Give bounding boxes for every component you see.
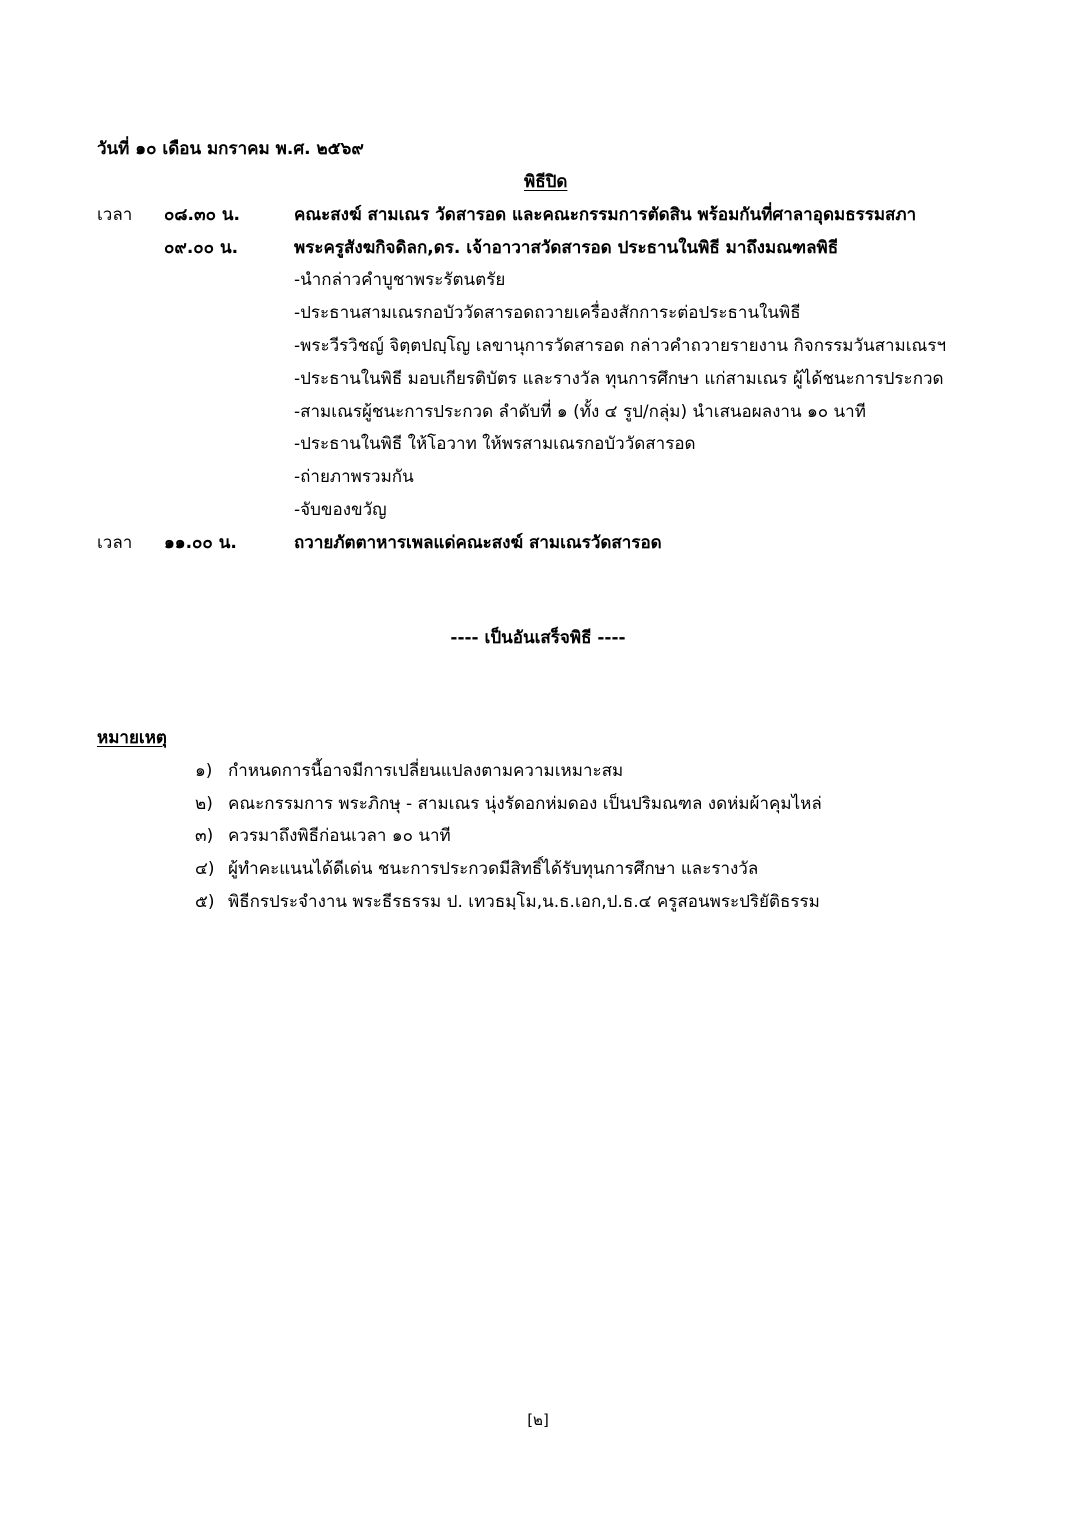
step-item: -ประธานในพิธี ให้โอวาท ให้พรสามเณรกอบัววัดสารอด bbox=[294, 434, 696, 454]
schedule-time: ๐๘.๓๐ น. bbox=[164, 205, 240, 225]
page-number: [๒] bbox=[527, 1411, 549, 1429]
note-number: ๒) bbox=[195, 794, 213, 814]
note-number: ๔) bbox=[195, 859, 215, 879]
schedule-label: เวลา bbox=[97, 205, 133, 225]
note-text: พิธีกรประจำงาน พระธีรธรรม ป. เทวธมฺโม,น.ธ.เอก,ป.ธ.๔ ครูสอนพระปริยัติธรรม bbox=[228, 892, 820, 912]
section-title: พิธีปิด bbox=[524, 172, 568, 192]
schedule-time: ๑๑.๐๐ น. bbox=[164, 533, 237, 553]
schedule-time: ๐๙.๐๐ น. bbox=[164, 238, 239, 258]
note-text: กำหนดการนี้อาจมีการเปลี่ยนแปลงตามความเหมาะสม bbox=[228, 761, 624, 781]
note-number: ๓) bbox=[195, 826, 214, 846]
step-item: -ถ่ายภาพรวมกัน bbox=[294, 467, 414, 487]
note-number: ๕) bbox=[195, 892, 215, 912]
schedule-label: เวลา bbox=[97, 533, 133, 553]
step-item: -พระวีรวิชญ์ จิตฺตปญฺโญ เลขานุการวัดสารอด กล่าวคำถวายรายงาน กิจกรรมวันสามเณรฯ bbox=[294, 336, 947, 356]
step-item: -จับของขวัญ bbox=[294, 500, 387, 520]
note-text: ควรมาถึงพิธีก่อนเวลา ๑๐ นาที bbox=[228, 826, 451, 846]
note-number: ๑) bbox=[195, 761, 213, 781]
schedule-text: คณะสงฆ์ สามเณร วัดสารอด และคณะกรรมการตัดสิน พร้อมกันที่ศาลาอุดมธรรมสภา bbox=[294, 205, 917, 225]
note-text: ผู้ทำคะแนนได้ดีเด่น ชนะการประกวดมีสิทธิ์ได้รับทุนการศึกษา และรางวัล bbox=[228, 859, 759, 879]
date-line: วันที่ ๑๐ เดือน มกราคม พ.ศ. ๒๕๖๙ bbox=[97, 139, 364, 159]
step-item: -นำกล่าวคำบูชาพระรัตนตรัย bbox=[294, 270, 506, 290]
schedule-text: พระครูสังฆกิจดิลก,ดร. เจ้าอาวาสวัดสารอด ประธานในพิธี มาถึงมณฑลพิธี bbox=[294, 238, 839, 258]
step-item: -ประธานในพิธี มอบเกียรติบัตร และรางวัล ทุนการศึกษา แก่สามเณร ผู้ได้ชนะการประกวด bbox=[294, 369, 944, 389]
step-item: -สามเณรผู้ชนะการประกวด ลำดับที่ ๑ (ทั้ง ๔ รูป/กลุ่ม) นำเสนอผลงาน ๑๐ นาที bbox=[294, 402, 866, 422]
schedule-text: ถวายภัตตาหารเพลแด่คณะสงฆ์ สามเณรวัดสารอด bbox=[294, 533, 662, 553]
step-item: -ประธานสามเณรกอบัววัดสารอดถวายเครื่องสักการะต่อประธานในพิธี bbox=[294, 303, 801, 323]
closing-line: ---- เป็นอันเสร็จพิธี ---- bbox=[450, 628, 626, 648]
notes-title: หมายเหตุ bbox=[97, 728, 167, 748]
note-text: คณะกรรมการ พระภิกษุ - สามเณร นุ่งรัดอกห่มดอง เป็นปริมณฑล งดห่มผ้าคุมไหล่ bbox=[228, 794, 822, 814]
